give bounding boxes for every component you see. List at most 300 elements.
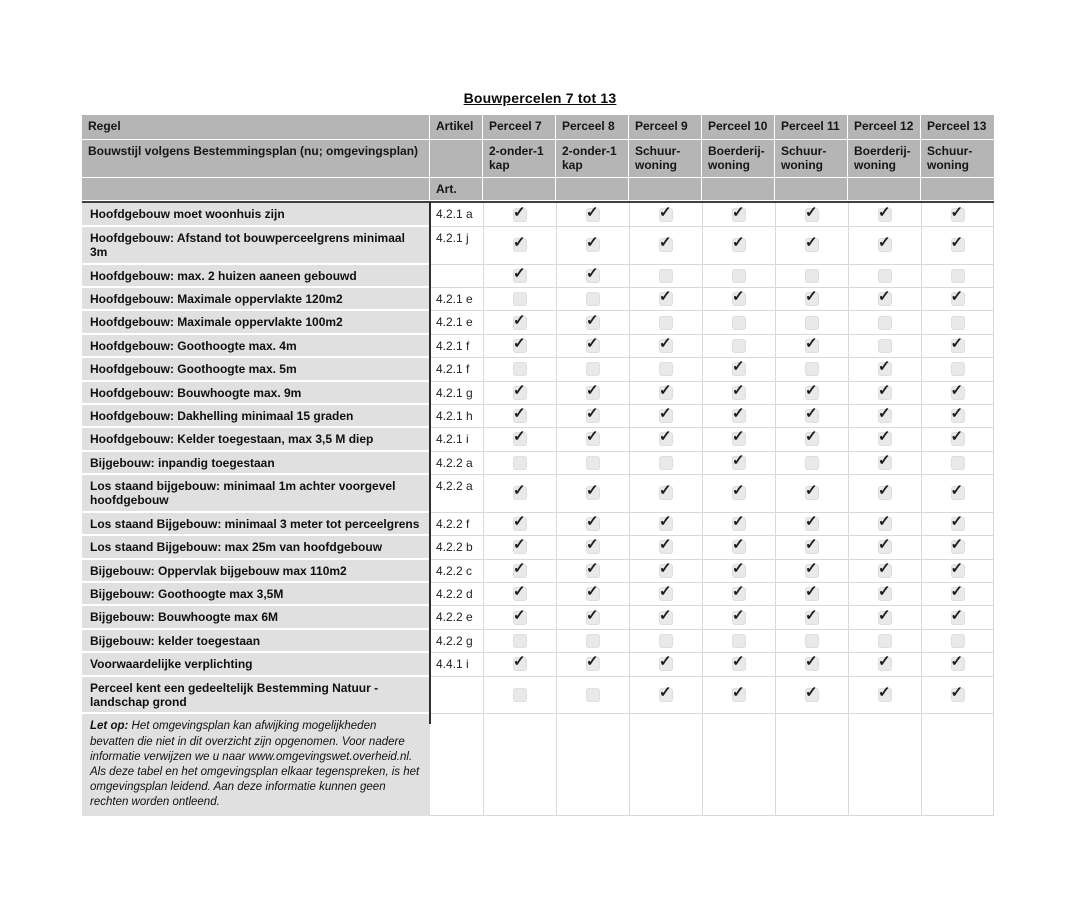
checkbox-unchecked-icon	[513, 688, 527, 702]
checkbox-checked-icon	[878, 409, 892, 423]
table-row	[82, 630, 994, 653]
checkbox-checked-icon	[586, 486, 600, 500]
article-cell: 4.2.1 e	[430, 288, 483, 311]
note-text	[82, 714, 430, 816]
checkbox-cell[interactable]	[848, 428, 921, 451]
checkbox-cell[interactable]	[921, 536, 994, 559]
rule-label: Perceel kent een gedeeltelijk Bestemming Natuur - landschap grond	[82, 677, 430, 715]
checkbox-unchecked-icon	[732, 269, 746, 283]
checkbox-cell[interactable]	[775, 677, 848, 715]
checkbox-checked-icon	[586, 409, 600, 423]
article-cell: 4.2.2 c	[430, 560, 483, 583]
checkbox-cell[interactable]	[848, 335, 921, 358]
checkbox-cell[interactable]	[556, 513, 629, 536]
checkbox-cell[interactable]	[702, 630, 775, 653]
checkbox-cell[interactable]	[775, 428, 848, 451]
checkbox-cell[interactable]	[702, 536, 775, 559]
checkbox-cell[interactable]	[775, 405, 848, 428]
checkbox-cell[interactable]	[775, 606, 848, 629]
checkbox-checked-icon	[513, 409, 527, 423]
checkbox-cell[interactable]	[556, 677, 629, 715]
header-perceel-name: Perceel 10	[702, 115, 775, 139]
article-cell: 4.2.1 f	[430, 358, 483, 381]
article-cell: 4.2.1 e	[430, 311, 483, 334]
table-row	[82, 203, 994, 226]
checkbox-cell[interactable]	[702, 513, 775, 536]
checkbox-unchecked-icon	[951, 269, 965, 283]
checkbox-unchecked-icon	[513, 456, 527, 470]
rule-label: Los staand Bijgebouw: max 25m van hoofdgebouw	[82, 536, 430, 559]
checkbox-cell[interactable]	[556, 405, 629, 428]
article-cell: 4.2.2 d	[430, 583, 483, 606]
checkbox-checked-icon	[586, 564, 600, 578]
checkbox-unchecked-icon	[659, 362, 673, 376]
checkbox-cell[interactable]	[775, 288, 848, 311]
checkbox-cell[interactable]	[921, 560, 994, 583]
checkbox-checked-icon	[513, 517, 527, 531]
checkbox-unchecked-icon	[513, 362, 527, 376]
checkbox-checked-icon	[951, 339, 965, 353]
checkbox-cell[interactable]	[921, 288, 994, 311]
checkbox-cell[interactable]	[775, 452, 848, 475]
header-perceel-name: Perceel 12	[848, 115, 921, 139]
checkbox-cell[interactable]	[921, 475, 994, 513]
checkbox-checked-icon	[586, 386, 600, 400]
checkbox-cell[interactable]	[775, 536, 848, 559]
checkbox-cell[interactable]	[775, 475, 848, 513]
header-perceel-name: Perceel 11	[775, 115, 848, 139]
checkbox-cell[interactable]	[702, 405, 775, 428]
table-row	[82, 405, 994, 428]
checkbox-checked-icon	[805, 517, 819, 531]
checkbox-cell[interactable]	[921, 203, 994, 226]
checkbox-checked-icon	[951, 540, 965, 554]
checkbox-checked-icon	[732, 564, 746, 578]
checkbox-checked-icon	[878, 292, 892, 306]
checkbox-cell[interactable]	[556, 452, 629, 475]
checkbox-cell[interactable]	[702, 265, 775, 288]
checkbox-checked-icon	[951, 587, 965, 601]
checkbox-cell[interactable]	[921, 677, 994, 715]
bouwpercelen-table	[82, 115, 994, 816]
checkbox-cell[interactable]	[848, 583, 921, 606]
rule-label: Hoofdgebouw: max. 2 huizen aaneen gebouwd	[82, 265, 430, 288]
header-perceel-style: Boerderij-woning	[702, 140, 775, 177]
checkbox-cell[interactable]	[848, 288, 921, 311]
rule-label: Hoofdgebouw: Bouwhoogte max. 9m	[82, 382, 430, 405]
checkbox-cell[interactable]	[629, 335, 702, 358]
table-row	[82, 335, 994, 358]
checkbox-cell[interactable]	[483, 203, 556, 226]
checkbox-cell[interactable]	[848, 405, 921, 428]
checkbox-cell[interactable]	[629, 405, 702, 428]
note-lead: Let op:	[90, 720, 129, 733]
checkbox-cell[interactable]	[775, 358, 848, 381]
checkbox-cell[interactable]	[556, 382, 629, 405]
checkbox-cell[interactable]	[483, 606, 556, 629]
header-regel-spacer	[82, 178, 430, 200]
checkbox-checked-icon	[732, 208, 746, 222]
checkbox-checked-icon	[732, 587, 746, 601]
checkbox-checked-icon	[659, 486, 673, 500]
table-row	[82, 358, 994, 381]
checkbox-checked-icon	[805, 587, 819, 601]
checkbox-cell[interactable]	[848, 630, 921, 653]
checkbox-cell[interactable]	[483, 311, 556, 334]
checkbox-cell[interactable]	[483, 513, 556, 536]
checkbox-unchecked-icon	[805, 634, 819, 648]
checkbox-cell[interactable]	[775, 203, 848, 226]
checkbox-checked-icon	[732, 386, 746, 400]
checkbox-checked-icon	[732, 456, 746, 470]
table-row	[82, 653, 994, 676]
checkbox-cell[interactable]	[775, 583, 848, 606]
table-row	[82, 452, 994, 475]
checkbox-checked-icon	[659, 386, 673, 400]
header-perceel-spacer	[629, 178, 702, 200]
checkbox-cell[interactable]	[556, 475, 629, 513]
checkbox-checked-icon	[878, 208, 892, 222]
checkbox-cell[interactable]	[848, 382, 921, 405]
checkbox-cell[interactable]	[556, 203, 629, 226]
checkbox-cell[interactable]	[556, 560, 629, 583]
checkbox-cell[interactable]	[702, 227, 775, 265]
checkbox-cell[interactable]	[629, 382, 702, 405]
checkbox-cell[interactable]	[702, 677, 775, 715]
checkbox-checked-icon	[659, 611, 673, 625]
checkbox-checked-icon	[659, 657, 673, 671]
table-header	[82, 115, 994, 203]
checkbox-checked-icon	[659, 432, 673, 446]
checkbox-unchecked-icon	[805, 316, 819, 330]
header-bouwstijl: Bouwstijl volgens Bestemmingsplan (nu; omgevingsplan)	[82, 140, 430, 177]
checkbox-checked-icon	[513, 486, 527, 500]
header-perceel-spacer	[702, 178, 775, 200]
checkbox-checked-icon	[732, 486, 746, 500]
checkbox-cell[interactable]	[921, 513, 994, 536]
checkbox-cell[interactable]	[629, 677, 702, 715]
checkbox-cell[interactable]	[483, 583, 556, 606]
checkbox-cell[interactable]	[921, 311, 994, 334]
checkbox-cell[interactable]	[629, 560, 702, 583]
checkbox-cell[interactable]	[556, 358, 629, 381]
checkbox-checked-icon	[951, 292, 965, 306]
checkbox-cell[interactable]	[921, 428, 994, 451]
checkbox-cell[interactable]	[848, 606, 921, 629]
checkbox-cell[interactable]	[629, 265, 702, 288]
rule-label: Los staand bijgebouw: minimaal 1m achter voorgevel hoofdgebouw	[82, 475, 430, 513]
checkbox-cell[interactable]	[556, 335, 629, 358]
header-perceel-style: Schuur-woning	[775, 140, 848, 177]
regel-divider-line	[429, 202, 431, 724]
checkbox-cell[interactable]	[556, 583, 629, 606]
checkbox-checked-icon	[513, 611, 527, 625]
note-empty-cell	[848, 714, 921, 816]
checkbox-checked-icon	[878, 386, 892, 400]
checkbox-unchecked-icon	[805, 269, 819, 283]
checkbox-cell[interactable]	[775, 630, 848, 653]
checkbox-cell[interactable]	[702, 358, 775, 381]
checkbox-cell[interactable]	[629, 288, 702, 311]
checkbox-cell[interactable]	[775, 335, 848, 358]
checkbox-cell[interactable]	[629, 203, 702, 226]
checkbox-cell[interactable]	[848, 452, 921, 475]
checkbox-checked-icon	[878, 587, 892, 601]
rule-label: Bijgebouw: inpandig toegestaan	[82, 452, 430, 475]
checkbox-cell[interactable]	[775, 227, 848, 265]
checkbox-unchecked-icon	[878, 269, 892, 283]
checkbox-checked-icon	[805, 208, 819, 222]
header-perceel-spacer	[775, 178, 848, 200]
checkbox-cell[interactable]	[483, 630, 556, 653]
checkbox-checked-icon	[878, 564, 892, 578]
checkbox-cell[interactable]	[483, 452, 556, 475]
checkbox-checked-icon	[805, 386, 819, 400]
rule-label: Bijgebouw: Oppervlak bijgebouw max 110m2	[82, 560, 430, 583]
checkbox-checked-icon	[586, 208, 600, 222]
checkbox-cell[interactable]	[702, 288, 775, 311]
checkbox-checked-icon	[732, 432, 746, 446]
checkbox-checked-icon	[513, 238, 527, 252]
header-artikel-spacer	[430, 140, 483, 177]
checkbox-cell[interactable]	[921, 227, 994, 265]
table-rows	[82, 203, 994, 714]
checkbox-cell[interactable]	[848, 358, 921, 381]
checkbox-checked-icon	[805, 292, 819, 306]
rule-label: Hoofdgebouw: Goothoogte max. 4m	[82, 335, 430, 358]
header-perceel-name: Perceel 13	[921, 115, 994, 139]
checkbox-checked-icon	[586, 238, 600, 252]
checkbox-cell[interactable]	[556, 311, 629, 334]
checkbox-unchecked-icon	[878, 339, 892, 353]
checkbox-cell[interactable]	[702, 428, 775, 451]
article-cell: 4.2.2 b	[430, 536, 483, 559]
checkbox-cell[interactable]	[921, 335, 994, 358]
checkbox-checked-icon	[951, 486, 965, 500]
checkbox-cell[interactable]	[848, 536, 921, 559]
note-empty-cell	[483, 714, 556, 816]
checkbox-checked-icon	[951, 517, 965, 531]
checkbox-cell[interactable]	[483, 288, 556, 311]
checkbox-checked-icon	[659, 339, 673, 353]
checkbox-cell[interactable]	[848, 203, 921, 226]
checkbox-cell[interactable]	[702, 653, 775, 676]
checkbox-cell[interactable]	[556, 265, 629, 288]
checkbox-cell[interactable]	[848, 653, 921, 676]
checkbox-checked-icon	[586, 339, 600, 353]
rule-label: Los staand Bijgebouw: minimaal 3 meter tot perceelgrens	[82, 513, 430, 536]
checkbox-cell[interactable]	[556, 288, 629, 311]
checkbox-cell[interactable]	[629, 358, 702, 381]
checkbox-cell[interactable]	[556, 630, 629, 653]
checkbox-cell[interactable]	[848, 265, 921, 288]
checkbox-checked-icon	[513, 540, 527, 554]
checkbox-checked-icon	[732, 517, 746, 531]
checkbox-checked-icon	[732, 362, 746, 376]
checkbox-cell[interactable]	[921, 606, 994, 629]
checkbox-checked-icon	[586, 432, 600, 446]
checkbox-cell[interactable]	[921, 452, 994, 475]
checkbox-checked-icon	[878, 657, 892, 671]
checkbox-checked-icon	[732, 409, 746, 423]
checkbox-checked-icon	[732, 688, 746, 702]
checkbox-checked-icon	[805, 540, 819, 554]
header-perceel-style: Boerderij-woning	[848, 140, 921, 177]
checkbox-cell[interactable]	[483, 405, 556, 428]
checkbox-cell[interactable]	[629, 536, 702, 559]
checkbox-cell[interactable]	[848, 513, 921, 536]
checkbox-cell[interactable]	[702, 475, 775, 513]
checkbox-cell[interactable]	[702, 583, 775, 606]
checkbox-cell[interactable]	[702, 382, 775, 405]
rule-label: Hoofdgebouw: Goothoogte max. 5m	[82, 358, 430, 381]
checkbox-checked-icon	[586, 587, 600, 601]
article-cell: 4.4.1 i	[430, 653, 483, 676]
checkbox-checked-icon	[513, 316, 527, 330]
checkbox-cell[interactable]	[848, 475, 921, 513]
checkbox-cell[interactable]	[629, 653, 702, 676]
checkbox-cell[interactable]	[629, 311, 702, 334]
checkbox-cell[interactable]	[702, 335, 775, 358]
page-title: Bouwpercelen 7 tot 13	[463, 90, 617, 106]
rule-label: Bijgebouw: kelder toegestaan	[82, 630, 430, 653]
checkbox-cell[interactable]	[921, 265, 994, 288]
checkbox-checked-icon	[732, 540, 746, 554]
checkbox-checked-icon	[805, 564, 819, 578]
checkbox-cell[interactable]	[629, 475, 702, 513]
checkbox-cell[interactable]	[629, 452, 702, 475]
checkbox-cell[interactable]	[483, 536, 556, 559]
checkbox-checked-icon	[951, 611, 965, 625]
checkbox-cell[interactable]	[775, 265, 848, 288]
checkbox-cell[interactable]	[921, 653, 994, 676]
checkbox-cell[interactable]	[483, 428, 556, 451]
checkbox-unchecked-icon	[878, 634, 892, 648]
checkbox-unchecked-icon	[586, 456, 600, 470]
checkbox-cell[interactable]	[775, 560, 848, 583]
checkbox-cell[interactable]	[702, 452, 775, 475]
checkbox-cell[interactable]	[775, 382, 848, 405]
header-art: Art.	[430, 178, 483, 200]
checkbox-checked-icon	[951, 238, 965, 252]
checkbox-checked-icon	[951, 386, 965, 400]
checkbox-cell[interactable]	[848, 677, 921, 715]
checkbox-checked-icon	[513, 386, 527, 400]
checkbox-checked-icon	[951, 208, 965, 222]
checkbox-cell[interactable]	[629, 428, 702, 451]
checkbox-cell[interactable]	[483, 382, 556, 405]
checkbox-checked-icon	[659, 409, 673, 423]
table-row	[82, 606, 994, 629]
checkbox-checked-icon	[951, 564, 965, 578]
checkbox-cell[interactable]	[556, 428, 629, 451]
checkbox-unchecked-icon	[659, 269, 673, 283]
article-cell: 4.2.1 h	[430, 405, 483, 428]
checkbox-checked-icon	[878, 432, 892, 446]
checkbox-unchecked-icon	[732, 339, 746, 353]
header-regel: Regel	[82, 115, 430, 139]
article-cell	[430, 677, 483, 715]
checkbox-cell[interactable]	[848, 311, 921, 334]
checkbox-checked-icon	[878, 688, 892, 702]
article-cell: 4.2.1 i	[430, 428, 483, 451]
checkbox-cell[interactable]	[775, 653, 848, 676]
checkbox-checked-icon	[513, 657, 527, 671]
checkbox-cell[interactable]	[556, 227, 629, 265]
header-perceel-spacer	[848, 178, 921, 200]
header-row-names	[82, 115, 994, 140]
checkbox-cell[interactable]	[483, 335, 556, 358]
header-perceel-spacer	[556, 178, 629, 200]
checkbox-cell[interactable]	[556, 606, 629, 629]
checkbox-cell[interactable]	[702, 311, 775, 334]
checkbox-checked-icon	[732, 238, 746, 252]
checkbox-checked-icon	[805, 432, 819, 446]
checkbox-cell[interactable]	[848, 227, 921, 265]
checkbox-cell[interactable]	[848, 560, 921, 583]
note-artikel-cell	[430, 714, 483, 816]
note-body: Het omgevingsplan kan afwijking mogelijkheden bevatten die niet in dit overzicht zijn opgenomen. Voor nadere informatie verwijzen we u naar www.omgevingswet.overheid.nl. Als deze tabel en het omgevingsplan elkaar tegenspreken, is het omgevingsplan leidend. Aan deze informatie kunnen geen rechten worden ontleend.	[90, 720, 420, 809]
checkbox-cell[interactable]	[921, 630, 994, 653]
checkbox-cell[interactable]	[629, 630, 702, 653]
checkbox-cell[interactable]	[702, 606, 775, 629]
table-row	[82, 583, 994, 606]
checkbox-cell[interactable]	[483, 677, 556, 715]
checkbox-cell[interactable]	[629, 227, 702, 265]
checkbox-cell[interactable]	[483, 653, 556, 676]
checkbox-cell[interactable]	[629, 513, 702, 536]
checkbox-checked-icon	[513, 564, 527, 578]
table-row	[82, 428, 994, 451]
checkbox-unchecked-icon	[951, 456, 965, 470]
checkbox-cell[interactable]	[483, 560, 556, 583]
rule-label: Bijgebouw: Bouwhoogte max 6M	[82, 606, 430, 629]
checkbox-cell[interactable]	[921, 382, 994, 405]
checkbox-checked-icon	[878, 238, 892, 252]
checkbox-cell[interactable]	[629, 583, 702, 606]
checkbox-cell[interactable]	[483, 265, 556, 288]
checkbox-checked-icon	[805, 688, 819, 702]
article-cell: 4.2.2 a	[430, 452, 483, 475]
checkbox-checked-icon	[732, 292, 746, 306]
checkbox-cell[interactable]	[483, 227, 556, 265]
checkbox-checked-icon	[586, 517, 600, 531]
checkbox-cell[interactable]	[775, 513, 848, 536]
checkbox-cell[interactable]	[556, 653, 629, 676]
checkbox-cell[interactable]	[556, 536, 629, 559]
checkbox-cell[interactable]	[921, 405, 994, 428]
checkbox-cell[interactable]	[483, 475, 556, 513]
checkbox-cell[interactable]	[483, 358, 556, 381]
checkbox-cell[interactable]	[775, 311, 848, 334]
checkbox-checked-icon	[513, 432, 527, 446]
table-row	[82, 475, 994, 513]
checkbox-checked-icon	[805, 486, 819, 500]
checkbox-cell[interactable]	[921, 583, 994, 606]
note-empty-cell	[921, 714, 994, 816]
rule-label: Bijgebouw: Goothoogte max 3,5M	[82, 583, 430, 606]
checkbox-cell[interactable]	[702, 560, 775, 583]
header-perceel-name: Perceel 9	[629, 115, 702, 139]
checkbox-cell[interactable]	[921, 358, 994, 381]
checkbox-unchecked-icon	[586, 688, 600, 702]
checkbox-checked-icon	[513, 269, 527, 283]
checkbox-cell[interactable]	[629, 606, 702, 629]
rule-label: Hoofdgebouw moet woonhuis zijn	[82, 203, 430, 226]
checkbox-unchecked-icon	[659, 316, 673, 330]
checkbox-cell[interactable]	[702, 203, 775, 226]
checkbox-unchecked-icon	[513, 634, 527, 648]
